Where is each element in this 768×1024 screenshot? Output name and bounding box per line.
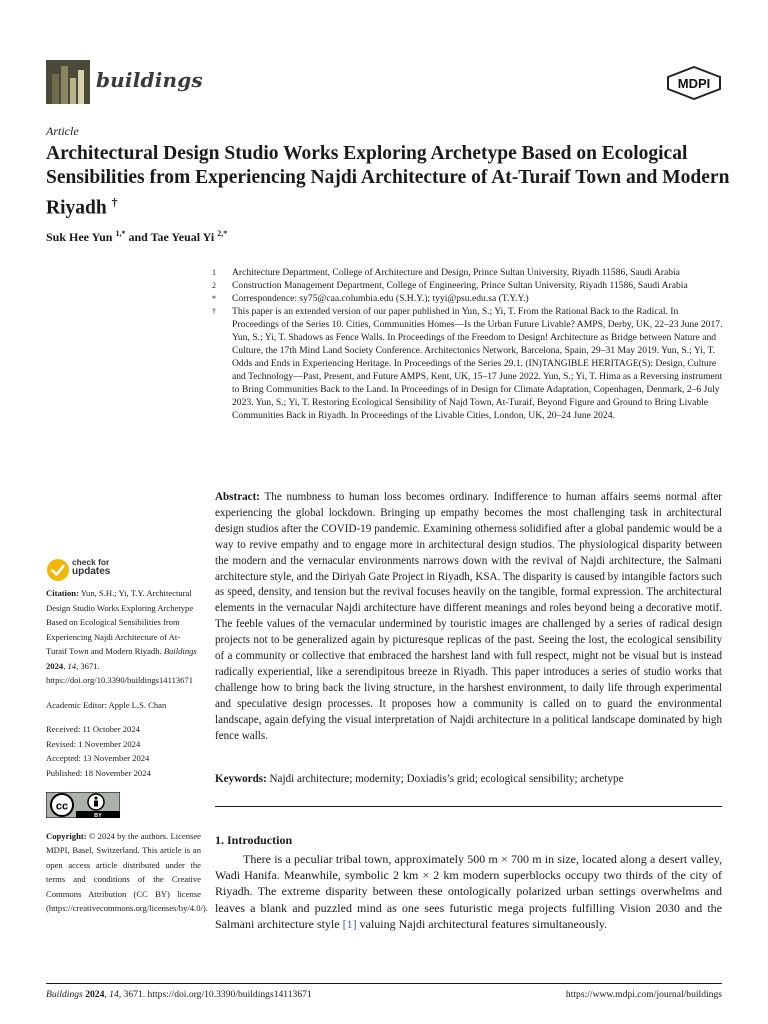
cc-badge-label: BY xyxy=(94,813,102,818)
footer-journal-url[interactable]: https://www.mdpi.com/journal/buildings xyxy=(565,989,722,1000)
footer-doi-link[interactable]: , 3671. https://doi.org/10.3390/buildings14113671 xyxy=(118,989,312,1000)
affiliation-item xyxy=(212,279,724,292)
check-updates-line: check for xyxy=(72,557,110,567)
correspondence-text[interactable]: Correspondence: sy75@caa.columbia.edu (S.H.Y.); tyyi@psu.edu.sa (T.Y.Y.) xyxy=(232,293,529,304)
copyright-text: © 2024 by the authors. Licensee MDPI, Basel, Switzerland. This article is an open access article distributed under the terms and conditions of the Creative Commons Attribution (CC BY) license (https://creativecommons.org/licenses/by/4.0/). xyxy=(46,830,208,913)
copyright-notice xyxy=(46,829,208,916)
title-footnote-mark[interactable]: † xyxy=(111,195,118,209)
extended-version-text: This paper is an extended version of our paper published in Yun, S.; Yi, T. From the Rational Back to the Radical. In Proceedings of the Series 10. Cities, Communities Homes—Is the Urban Future Livable? AMPS, Derby, UK, 22–23 June 2017. Yun, S.; Yi, T. Shadows as Fence Walls. In Proceedings of the Freedom to Design! Architecture as Bridge between Nature and Culture, the 17th Mind Land Society Conference. Architectonics Network, Barcelona, Spain, 29–31 May 2019. Yun, S.; Yi, T. Odds and Ends in Experiencing Heritage. In Proceedings of the Series 29.1. (IN)TANGIBLE HERITAGE(S): Design, Culture and Technology—Past, Present, and Future AMPS, Kent, UK, 15–17 June 2022. Yun, S.; Yi, T. Hima as a Reversing instrument to Bring Communities Back to the Land. In Proceedings of in Design for Climate Adaptation, Copenhagen, Denmark, 2–6 July 2023. Yun, S.; Yi, T. Restoring Ecological Sensibility of Najd Town, At-Turaif, Beyond Figure and Ground to Bring Livable Communities Back in Riyadh. In Proceedings of the Livable Cities, London, UK, 20–24 June 2024. xyxy=(232,306,723,421)
citation-doi[interactable]: , 3671. https://doi.org/10.3390/buildings14113671 xyxy=(46,660,194,685)
citation-year: 2024 xyxy=(46,660,64,671)
author-marks: 1,* xyxy=(115,229,126,238)
citation-label: Citation: xyxy=(46,588,79,598)
paper-title-text: Architectural Design Studio Works Exploring Archetype Based on Ecological Sensibilities from Experiencing Najdi Architecture of At-Turaif Town and Modern Riyadh xyxy=(46,143,730,219)
body-paragraph xyxy=(215,851,722,932)
academic-editor: Academic Editor: Apple L.S. Chan xyxy=(46,699,167,710)
author-list xyxy=(46,229,227,245)
affiliation-mark: † xyxy=(212,307,216,316)
footer-year: 2024 xyxy=(85,989,105,1000)
footer-volume: 14 xyxy=(109,989,119,1000)
check-updates-line: updates xyxy=(72,566,111,577)
body-text: There is a peculiar tribal town, approximately 500 m × 700 m in size, located along a desert valley, Wadi Hanifa. Meanwhile, symbolic 2 km × 2 km modern superblocks occupy two thirds of the city of Riyadh. The extreme disparity between these ontologically polarized urban settings overwhelms and leaves a blank and puzzled mind as one sees futuristic mega projects fulfilling Vision 2030 and the Salmani architecture style xyxy=(215,852,722,931)
abstract-text: The numbness to human loss becomes ordinary. Indifference to human affairs seems normal after experiencing the global lockdown. Bringing up empathy becomes the most challenging task in architectural design studios after the COVID-19 pandemic. Examining otherness solidified after a global pandemic would be a way to revive empathy and to engage more in architectural design studios. The physiological disparity between the modern and the vernacular environments narrows down with the revival of Najdi architecture, the Salmani architecture style, and the Diriyah Gate Project in Riyadh, KSA. The disparity is caused by intangible factors such as speed, density, and tension but the revival focuses heavily on the tangible, formal expression. The architectural elements in the vernacular Najdi architecture have different meanings and roles beyond being a decorative motif. The feeble values of the vernacular undermined by touristic images are challenged by a series of radical design projects not to be generalized again by picturesque replicas of the past. Seeing the lost, the ecological sensibility of a community or collective that embraced the harshest land with full respect, might not be visual but is instead radically experiential, like a serendipitous breeze in Riyadh. This paper introduces a series of studio works that challenge how to bring back the living structure, in the harshest environment, to daily life through experimental and speculative design processes. It proposes how a community is called on to guard the environmental landscape, again defying the visual interpretation of Najdi architecture in a political landscape dominated by high fence walls. xyxy=(215,491,723,742)
article-type: Article xyxy=(46,124,79,138)
affiliation-mark: 1 xyxy=(212,268,216,277)
journal-name[interactable]: buildings xyxy=(96,68,203,92)
citation-journal: Buildings xyxy=(163,646,197,656)
abstract-label: Abstract: xyxy=(215,491,260,503)
author-name[interactable]: Tae Yeual Yi xyxy=(150,230,215,244)
check-for-updates-icon xyxy=(46,558,70,582)
paper-title xyxy=(46,142,736,221)
keywords-label: Keywords: xyxy=(215,773,267,785)
affiliations xyxy=(212,266,724,422)
affiliation-item xyxy=(212,266,724,279)
citation: Citation: Yun, S.H.; Yi, T.Y. Architectural Design Studio Works Exploring Archetype Based on Ecological Sensibilities from Experiencing Najdi Architecture of At-Turaif Town and Modern Riyadh. Buildings 2024, 14, 3671. https://doi.org/10.3390/buildings14113671 xyxy=(46,588,197,685)
authors-joiner: and xyxy=(125,230,151,244)
affiliation-text: Construction Management Department, College of Engineering, Prince Sultan University, Riyadh 11586, Saudi Arabia xyxy=(232,280,688,291)
body-text: valuing Najdi architectural features simultaneously. xyxy=(356,916,608,931)
extended-version-note xyxy=(212,305,724,422)
citation-volume: 14 xyxy=(67,660,77,671)
section-heading: 1. Introduction xyxy=(215,833,293,847)
mdpi-logo-icon[interactable] xyxy=(666,66,722,100)
creative-commons-by-icon[interactable] xyxy=(46,792,120,818)
buildings-logo-icon[interactable] xyxy=(46,60,90,104)
date-published: Published: 18 November 2024 xyxy=(46,767,151,778)
copyright-label: Copyright: xyxy=(46,830,87,841)
check-for-updates-label xyxy=(72,558,110,576)
citation-text: Yun, S.H.; Yi, T.Y. Architectural Design Studio Works Exploring Archetype Based on Ecological Sensibilities from Experiencing Najdi Architecture of At-Turaif Town and Modern Riyadh. xyxy=(46,588,194,656)
keywords-text: Najdi architecture; modernity; Doxiadis’s grid; ecological sensibility; archetype xyxy=(269,773,624,785)
sidebar xyxy=(46,556,208,916)
author-name[interactable]: Suk Hee Yun xyxy=(46,230,113,244)
footer-citation: Buildings 2024, 14, 3671. https://doi.org/10.3390/buildings14113671 xyxy=(46,989,312,1000)
date-received: Received: 11 October 2024 xyxy=(46,724,140,734)
keywords xyxy=(215,772,722,787)
svg-text:cc: cc xyxy=(55,800,69,813)
abstract xyxy=(215,490,722,745)
divider xyxy=(215,806,722,807)
publisher-logo-text: MDPI xyxy=(677,76,711,91)
footer-journal: Buildings xyxy=(46,989,83,1000)
reference-link[interactable]: [1] xyxy=(342,916,357,931)
journal-header xyxy=(46,60,722,104)
affiliation-text: Architecture Department, College of Architecture and Design, Prince Sultan University, Riyadh 11586, Saudi Arabia xyxy=(232,267,680,278)
publication-dates xyxy=(46,722,201,780)
author-marks: 2,* xyxy=(217,229,228,238)
date-accepted: Accepted: 13 November 2024 xyxy=(46,753,150,763)
footer-divider xyxy=(46,983,722,984)
check-for-updates-badge[interactable] xyxy=(46,556,201,586)
affiliation-mark: 2 xyxy=(212,281,216,290)
affiliation-mark: * xyxy=(212,294,216,303)
date-revised: Revised: 1 November 2024 xyxy=(46,738,141,749)
correspondence-item xyxy=(212,292,724,305)
